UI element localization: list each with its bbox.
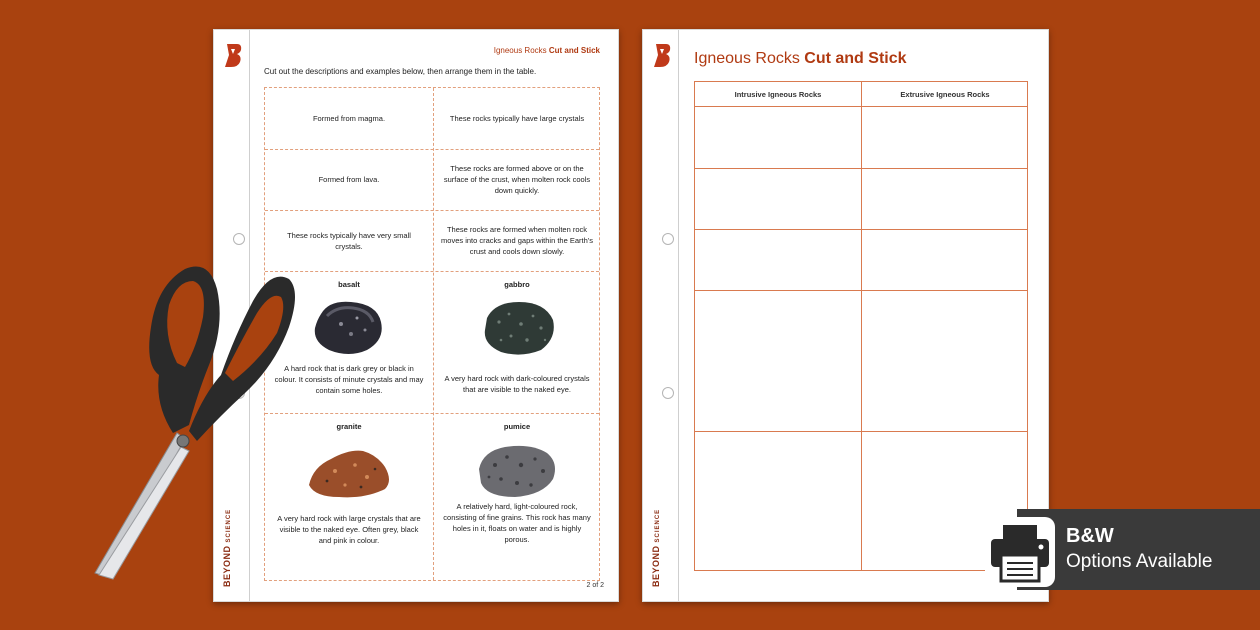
rock-name: granite: [336, 422, 362, 431]
badge-subtitle: Options Available: [1066, 551, 1213, 572]
badge-title: B&W: [1066, 525, 1114, 547]
sorting-table: [694, 81, 1028, 571]
rock-name: basalt: [338, 280, 360, 289]
punch-hole: [662, 233, 674, 245]
beyond-logo-icon: [652, 42, 672, 68]
column-header-intrusive: Intrusive Igneous Rocks: [734, 89, 822, 99]
cut-card: Formed from magma.: [312, 114, 386, 123]
rock-description: A hard rock that is dark grey or black in colour. It consists of minute crystals and may contain some holes.: [274, 364, 424, 395]
punch-hole: [233, 233, 245, 245]
page-header: Igneous Rocks Cut and Stick: [493, 46, 600, 55]
bw-options-badge: [1017, 509, 1260, 590]
printer-icon: [985, 517, 1055, 587]
scissors-icon: [85, 255, 300, 585]
cut-out-grid: [264, 87, 600, 581]
cut-card: Formed from lava.: [318, 175, 380, 184]
basalt-rock-image: [311, 296, 387, 358]
column-header-extrusive: Extrusive Igneous Rocks: [900, 89, 990, 99]
cut-card: These rocks typically have large crystals: [449, 114, 585, 123]
rock-description: A very hard rock with dark-coloured crystals that are visible to the naked eye.: [444, 374, 590, 394]
cut-card: These rocks are formed above or on the surface of the crust, when molten rock cools down quickly.: [443, 164, 591, 195]
instruction-text: Cut out the descriptions and examples below, then arrange them in the table.: [264, 67, 537, 76]
beyond-logo-icon: [223, 42, 243, 68]
page-title: Igneous Rocks Cut and Stick: [694, 50, 907, 67]
granite-rock-image: [305, 441, 395, 501]
brand-label: BEYONDSCIENCE: [222, 508, 232, 587]
rock-name: pumice: [503, 422, 531, 431]
pumice-rock-image: [473, 439, 561, 501]
cut-card: These rocks are formed when molten rock moves into cracks and gaps within the Earth's crust and cools down slowly.: [441, 225, 593, 256]
gabbro-rock-image: [481, 296, 559, 358]
punch-hole: [662, 387, 674, 399]
page-number: 2 of 2: [586, 582, 604, 589]
rock-card-gabbro: [433, 271, 601, 413]
rock-description: A relatively hard, light-coloured rock, consisting of fine grains. This rock has many holes in it, floats on water and is highly porous.: [443, 502, 591, 544]
rock-description: A very hard rock with large crystals that are visible to the naked eye. Often grey, black and pink in colour.: [277, 514, 421, 545]
brand-label: BEYONDSCIENCE: [651, 508, 661, 587]
margin-line: [678, 30, 679, 601]
cut-card: These rocks typically have very small crystals.: [287, 230, 411, 251]
rock-card-pumice: [433, 413, 601, 580]
rock-name: gabbro: [504, 280, 530, 289]
